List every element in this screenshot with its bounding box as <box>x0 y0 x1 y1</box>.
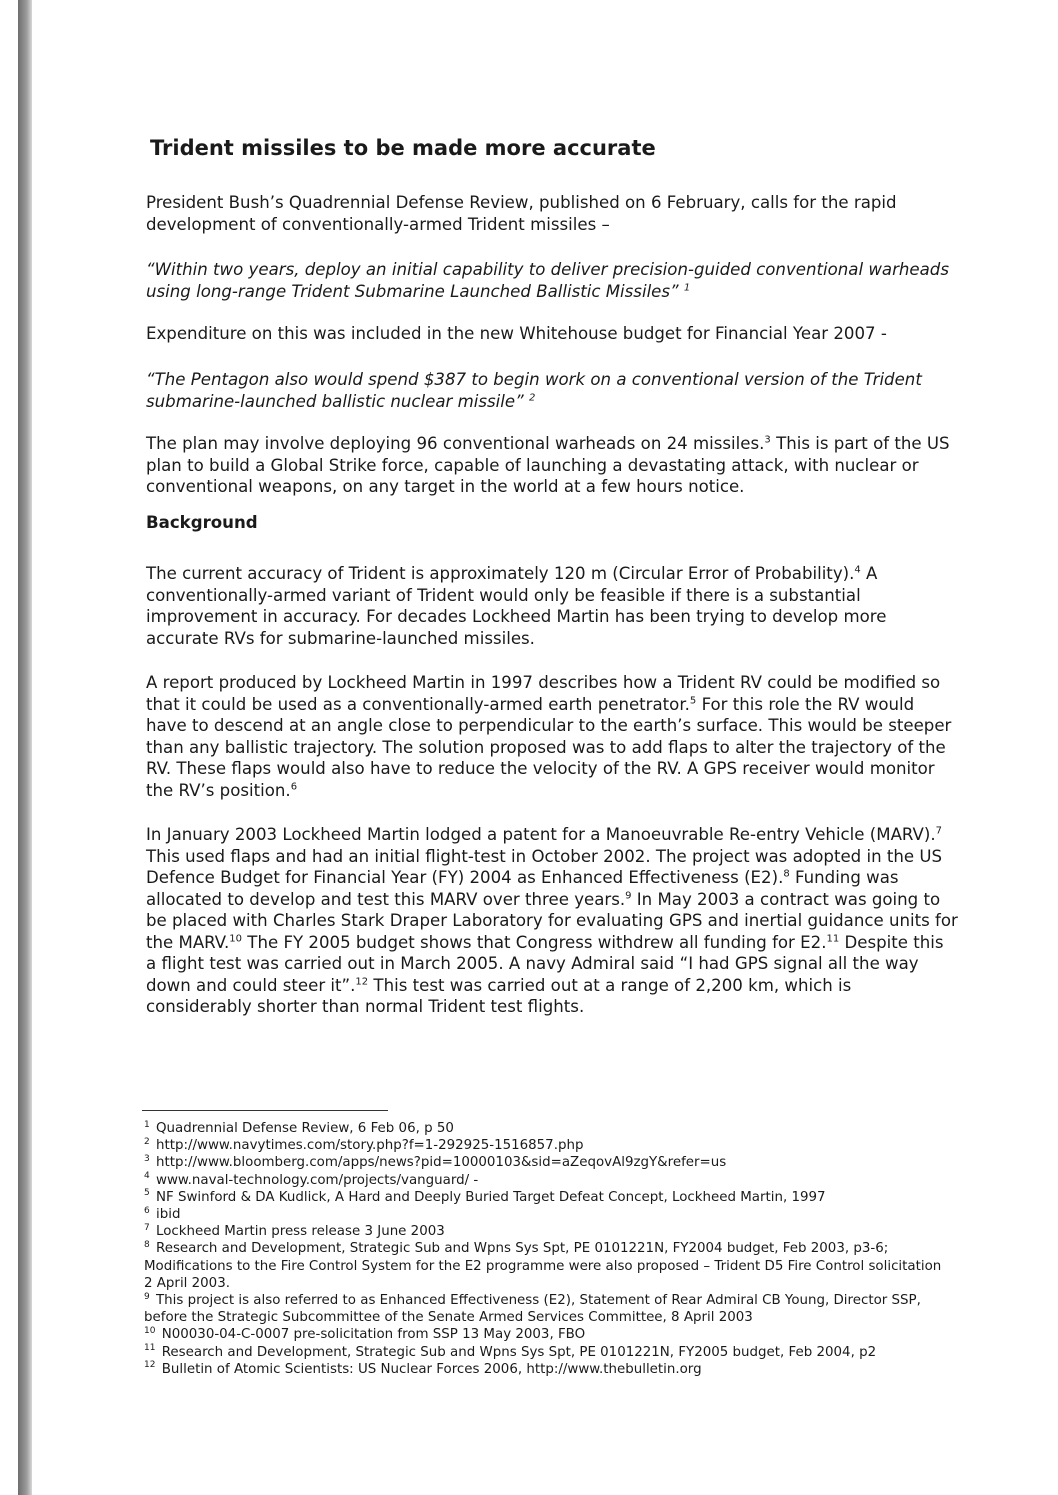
footnote-ref-6: 6 <box>290 780 298 792</box>
footnote-ref-9: 9 <box>625 889 632 901</box>
footnote-number: 1 <box>144 1119 150 1130</box>
accuracy-text-b: A conventionally-armed variant of Trident would only be feasible if there is a substantial improvement in accuracy. For decades Lockheed Martin has been trying to develop more accurate RVs for submarine-launched missiles. <box>146 564 887 648</box>
accuracy-text-a: The current accuracy of Trident is approximately 120 m (Circular Error of Probability). <box>146 564 855 583</box>
footnote-divider <box>142 1110 388 1111</box>
footnote-ref-11: 11 <box>826 932 840 944</box>
page-title: Trident missiles to be made more accurate <box>150 136 656 160</box>
footnotes-list <box>144 1120 944 1378</box>
footnote-number: 7 <box>144 1222 150 1233</box>
quote-paragraph-2 <box>146 369 958 412</box>
footnote-number: 3 <box>144 1153 150 1164</box>
marv-text-g: This test was carried out at a range of 2,200 km, which is considerably shorter than normal Trident test flights. <box>146 975 852 1016</box>
footnote-item <box>144 1361 944 1378</box>
report-paragraph <box>146 672 958 801</box>
marv-text-b: This used flaps and had an initial flight-test in October 2002. The project was adopted in the US Defence Budget for Financial Year (FY) 2004 as Enhanced Effectiveness (E2). <box>146 846 943 887</box>
accuracy-paragraph <box>146 563 958 649</box>
footnote-item <box>144 1120 944 1137</box>
footnote-item <box>144 1240 944 1292</box>
footnote-number: 4 <box>144 1171 150 1182</box>
footnote-ref-10: 10 <box>229 932 243 944</box>
marv-paragraph <box>146 824 958 1018</box>
report-text-b: For this role the RV would have to descend at an angle close to perpendicular to the earth’s surface. This would be steeper than any ballistic trajectory. The solution proposed was to add flaps to alter the trajectory of the RV. These flaps would also have to reduce the velocity of the RV. A GPS receiver would monitor the RV’s position. <box>146 694 952 800</box>
footnote-item <box>144 1137 944 1154</box>
budget-text: Expenditure on this was included in the new Whitehouse budget for Financial Year 2007 - <box>146 324 887 343</box>
footnote-number: 9 <box>144 1291 150 1302</box>
footnote-number: 5 <box>144 1188 150 1199</box>
footnote-text: ibid <box>156 1207 181 1223</box>
footnote-ref-12: 12 <box>355 975 369 987</box>
footnote-link[interactable]: http://www.bloomberg.com/apps/news?pid=10000103&sid=aZeqovAl9zgY&refer=us <box>156 1155 727 1171</box>
footnote-number: 12 <box>144 1360 156 1371</box>
footnote-text: This project is also referred to as Enhanced Effectiveness (E2), Statement of Rear Admiral CB Young, Director SSP, before the Strategic Subcommittee of the Senate Armed Services Committee, 8 April 2003 <box>144 1293 921 1326</box>
footnote-ref-2: 2 <box>528 391 536 403</box>
footnote-item <box>144 1189 944 1206</box>
footnote-item <box>144 1154 944 1171</box>
footnote-ref-7: 7 <box>935 825 943 837</box>
footnote-number: 8 <box>144 1239 150 1250</box>
footnote-link[interactable]: www.naval-technology.com/projects/vanguard/ - <box>156 1172 479 1188</box>
footnote-text: N00030-04-C-0007 pre-solicitation from SSP 13 May 2003, FBO <box>161 1327 586 1343</box>
footnote-text: Quadrennial Defense Review, 6 Feb 06, p 50 <box>156 1121 454 1136</box>
footnote-ref-3: 3 <box>764 434 771 446</box>
marv-text-d: In May 2003 a contract was going to be placed with Charles Stark Draper Laboratory for evaluating GPS and inertial guidance units for the MARV. <box>146 889 958 952</box>
footnote-item <box>144 1344 944 1361</box>
footnote-number: 2 <box>144 1136 150 1147</box>
marv-text-f: Despite this a flight test was carried out in March 2005. A navy Admiral said “I had GPS signal all the way down and could steer it”. <box>146 932 944 995</box>
intro-text: President Bush’s Quadrennial Defense Review, published on 6 February, calls for the rapid development of conventionally-armed Trident missiles – <box>146 193 897 234</box>
plan-text-b: This is part of the US plan to build a Global Strike force, capable of launching a devastating attack, with nuclear or conventional weapons, on any target in the world at a few hours notice. <box>146 434 950 496</box>
footnote-text: Research and Development, Strategic Sub and Wpns Sys Spt, PE 0101221N, FY2004 budget, Feb 2003, p3-6; Modifications to the Fire Control System for the E2 programme were also proposed – Trident D5 Fire Control solicitation 2 April 2003. <box>144 1241 942 1291</box>
footnote-number: 6 <box>144 1205 150 1216</box>
footnote-ref-5: 5 <box>689 694 697 706</box>
footnote-item <box>144 1206 944 1223</box>
footnote-item <box>144 1172 944 1189</box>
quote-2-text: “The Pentagon also would spend $387 to begin work on a conventional version of the Trident submarine-launched ballistic nuclear missile” <box>146 370 922 411</box>
footnote-number: 11 <box>144 1343 156 1354</box>
budget-paragraph <box>146 323 958 345</box>
plan-paragraph <box>146 433 958 498</box>
intro-paragraph <box>146 192 958 235</box>
footnote-link[interactable]: http://www.navytimes.com/story.php?f=1-292925-1516857.php <box>156 1138 584 1154</box>
footnote-text: Lockheed Martin press release 3 June 2003 <box>156 1224 445 1240</box>
footnote-number: 10 <box>144 1325 156 1336</box>
plan-text-a: The plan may involve deploying 96 conventional warheads on 24 missiles. <box>146 434 765 453</box>
quote-paragraph-1 <box>146 259 958 302</box>
footnote-item <box>144 1223 944 1240</box>
footnote-item <box>144 1326 944 1343</box>
footnote-ref-8: 8 <box>783 868 790 880</box>
footnote-text: NF Swinford & DA Kudlick, A Hard and Deeply Buried Target Defeat Concept, Lockheed Martin, 1997 <box>156 1189 826 1205</box>
marv-text-e: The FY 2005 budget shows that Congress withdrew all funding for E2. <box>242 932 827 952</box>
footnote-text: Bulletin of Atomic Scientists: US Nuclear Forces 2006, http://www.thebulletin.org <box>161 1361 702 1377</box>
footnote-ref-1: 1 <box>683 281 691 293</box>
footnote-ref-4: 4 <box>854 564 861 576</box>
scan-edge-shadow <box>18 0 32 1495</box>
footnote-item <box>144 1292 944 1326</box>
marv-text-c: Funding was allocated to develop and test this MARV over three years. <box>146 868 899 909</box>
marv-text-a: In January 2003 Lockheed Martin lodged a patent for a Manoeuvrable Re-entry Vehicle (MARV). <box>146 825 936 844</box>
quote-1-text: “Within two years, deploy an initial capability to deliver precision-guided conventional warheads using long-range Trident Submarine Launched Ballistic Missiles” <box>146 260 949 301</box>
footnote-text: Research and Development, Strategic Sub and Wpns Sys Spt, PE 0101221N, FY2005 budget, Feb 2004, p2 <box>161 1344 877 1360</box>
section-heading-background: Background <box>146 513 258 532</box>
report-text-a: A report produced by Lockheed Martin in 1997 describes how a Trident RV could be modified so that it could be used as a conventionally-armed earth penetrator. <box>146 673 941 714</box>
